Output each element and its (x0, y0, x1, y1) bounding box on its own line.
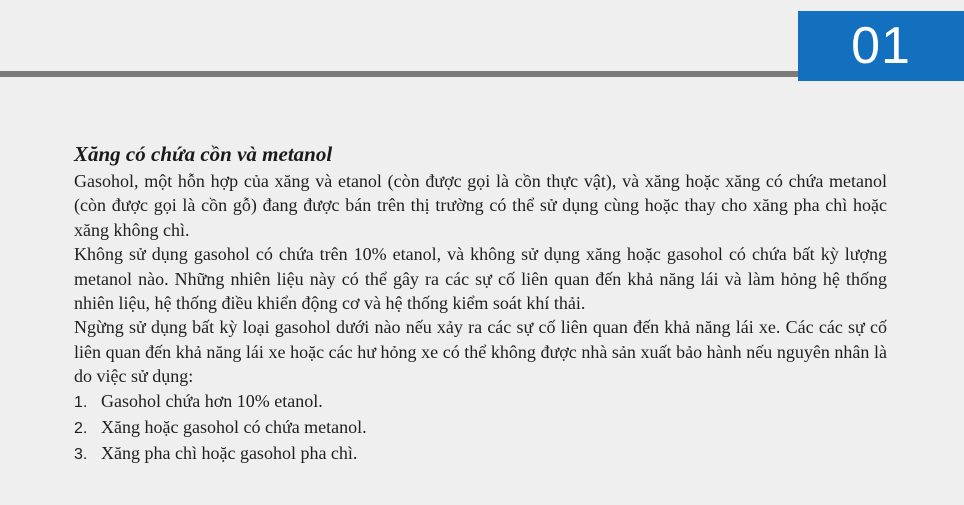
list-item (74, 389, 887, 415)
list-item-text: Xăng hoặc gasohol có chứa metanol. (101, 417, 367, 438)
page-number-tab: 01 (798, 11, 964, 81)
paragraph-warranty-warning: Ngừng sử dụng bất kỳ loại gasohol dưới nào nếu xảy ra các sự cố liên quan đến khả năng lái xe. Các các sự cố liên quan đến khả năng lái xe hoặc các hư hỏng xe có thể không được nhà sản xuất bảo hành nếu nguyên nhân là do việc sử dụng: (74, 317, 887, 387)
fuel-restriction-list (74, 389, 887, 468)
list-item-number: 3. (74, 446, 88, 464)
list-item-number: 1. (74, 393, 88, 411)
header-divider (0, 71, 800, 77)
section-title: Xăng có chứa cồn và metanol (74, 142, 333, 166)
list-item (74, 441, 887, 467)
paragraph-ethanol-limit: Không sử dụng gasohol có chứa trên 10% etanol, và không sử dụng xăng hoặc gasohol có chứa bất kỳ lượng metanol nào. Những nhiên liệu này có thể gây ra các sự cố liên quan đến khả năng lái và làm hỏng hệ thống nhiên liệu, hệ thống điều khiển động cơ và hệ thống kiểm soát khí thải. (74, 244, 887, 314)
list-item-text: Gasohol chứa hơn 10% etanol. (101, 390, 323, 411)
paragraph-gasohol-intro: Gasohol, một hỗn hợp của xăng và etanol (còn được gọi là cồn thực vật), và xăng hoặc xăng có chứa metanol (còn được gọi là cồn gỗ) đang được bán trên thị trường có thể sử dụng cùng hoặc thay cho xăng pha chì hoặc xăng không chì. (74, 171, 887, 240)
document-content (74, 139, 887, 468)
list-item-number: 2. (74, 420, 88, 438)
list-item-text: Xăng pha chì hoặc gasohol pha chì. (101, 443, 358, 464)
list-item (74, 415, 887, 441)
